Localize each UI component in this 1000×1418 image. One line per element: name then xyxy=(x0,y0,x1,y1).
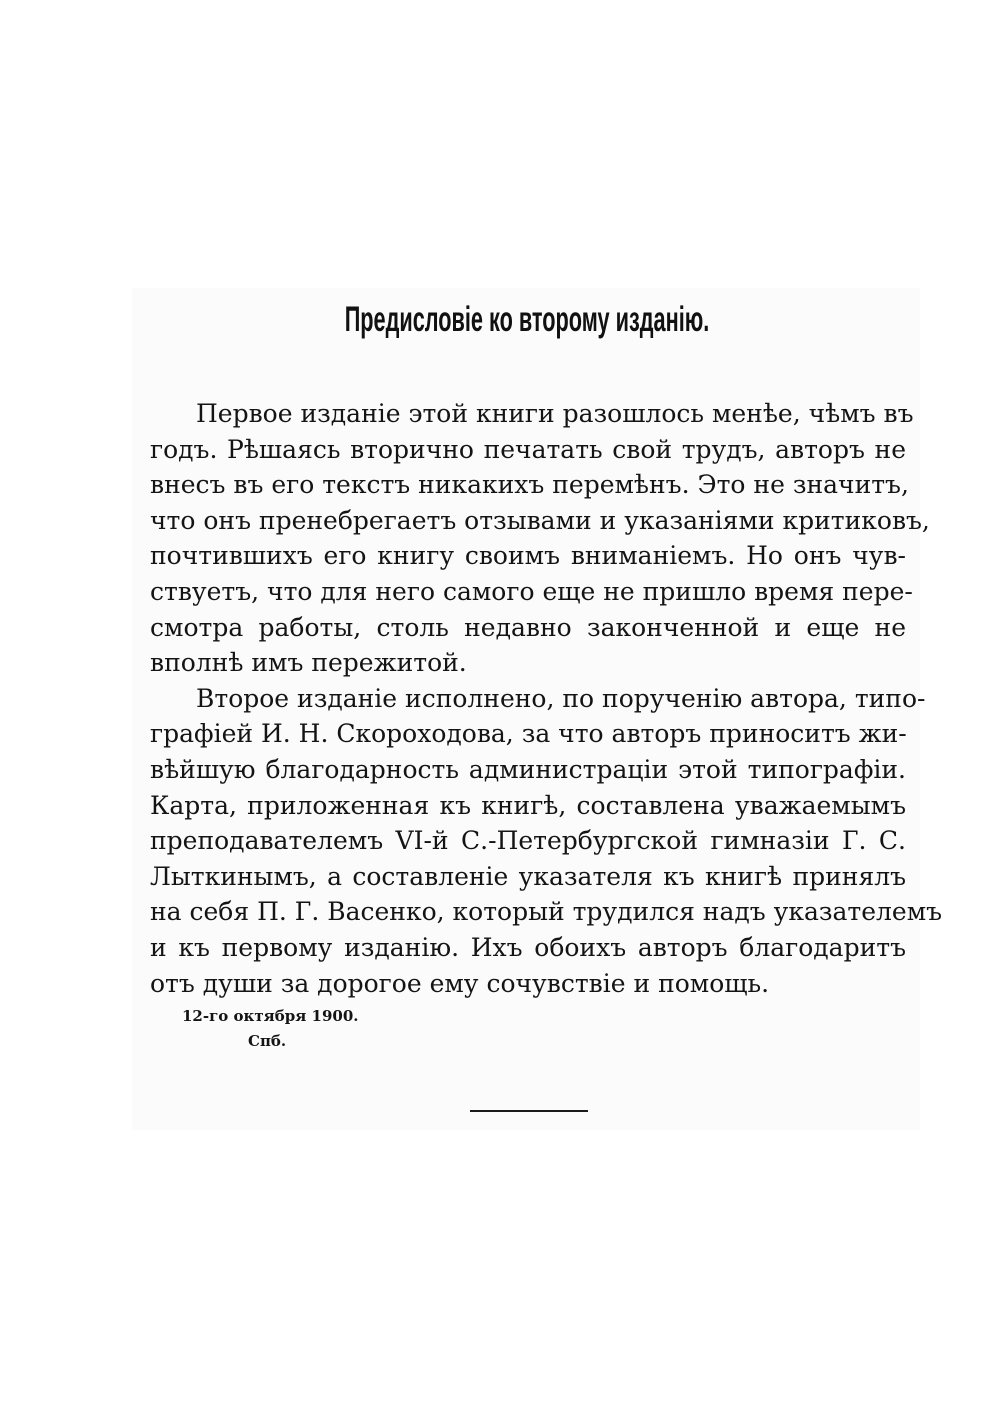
signature-date: 12-го октября 1900. xyxy=(182,1007,359,1025)
paragraph-2 xyxy=(150,681,943,1001)
text-line: Карта, приложенная къ книгѣ, составлена уважаемымъ xyxy=(150,790,906,820)
text-line: преподавателемъ VI-й С.-Петербургской гимназіи Г. С. xyxy=(150,826,906,856)
page-title: Предисловіе ко второму изданію. xyxy=(344,300,710,339)
signature-place: Спб. xyxy=(248,1032,287,1050)
text-line: годъ. Рѣшаясь вторично печатать свой трудъ, авторъ не xyxy=(150,434,906,464)
signature-block xyxy=(182,1004,359,1054)
preface-body xyxy=(150,396,943,1001)
text-line: Второе изданіе исполнено, по порученію автора, типо- xyxy=(196,683,926,713)
text-line: почтившихъ его книгу своимъ вниманіемъ. Но онъ чув- xyxy=(150,541,906,571)
text-line: ствуетъ, что для него самого еще не пришло время пере- xyxy=(150,576,913,606)
text-line: смотра работы, столь недавно законченной и еще не xyxy=(150,612,906,642)
text-line: и къ первому изданію. Ихъ обоихъ авторъ благодаритъ xyxy=(150,932,906,962)
text-line: Первое изданіе этой книги разошлось менѣе, чѣмъ въ xyxy=(196,399,914,428)
paragraph-1 xyxy=(150,396,930,681)
text-line: вполнѣ имъ пережитой. xyxy=(150,648,467,678)
closing-rule xyxy=(470,1110,588,1112)
text-line: что онъ пренебрегаетъ отзывами и указаніями критиковъ, xyxy=(150,505,930,535)
text-line: графіей И. Н. Скороходова, за что авторъ приноситъ жи- xyxy=(150,719,907,749)
text-line: вѣйшую благодарность администраціи этой типографіи. xyxy=(150,754,906,784)
text-line: внесъ въ его текстъ никакихъ перемѣнъ. Это не значитъ, xyxy=(150,470,909,500)
text-line: на себя П. Г. Васенко, который трудился надъ указателемъ xyxy=(150,897,943,927)
text-line: отъ души за дорогое ему сочувствіе и помощь. xyxy=(150,968,770,998)
text-line: Лыткинымъ, а составленіе указателя къ книгѣ принялъ xyxy=(150,861,906,891)
